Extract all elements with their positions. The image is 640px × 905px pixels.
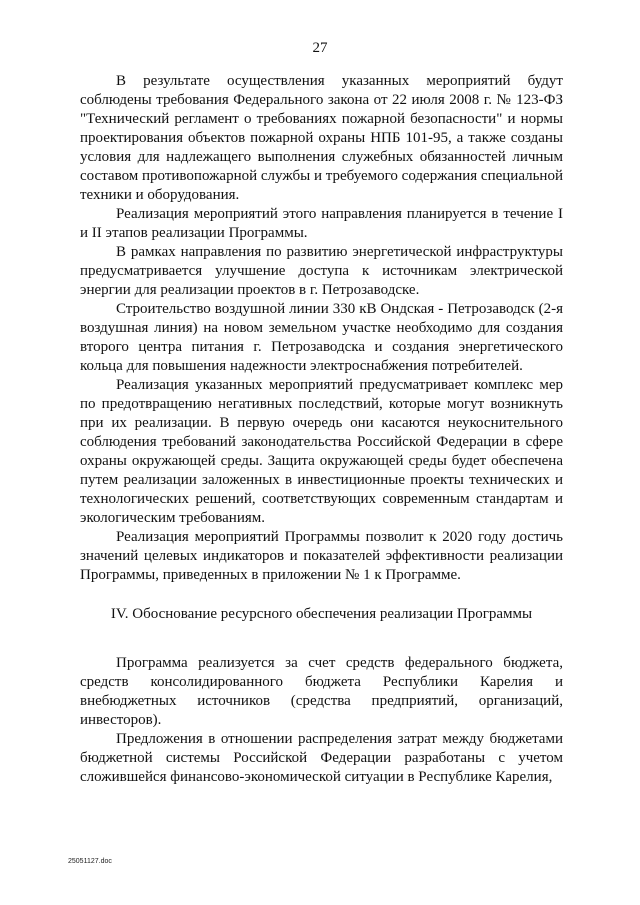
paragraph: Строительство воздушной линии 330 кВ Ондская - Петрозаводск (2-я воздушная линия) на новом земельном участке необходимо для создания второго центра питания г. Петрозаводска и создания энергетического кольца для повышения надежности электроснабжения потребителей. — [80, 301, 563, 374]
paragraph: В результате осуществления указанных мероприятий будут соблюдены требования Федерального закона от 22 июля 2008 г. № 123-ФЗ "Технический регламент о требованиях пожарной безопасности" и нормы проектирования объектов пожарной охраны НПБ 101-95, а также созданы условия для надлежащего выполнения служебных обязанностей личным составом противопожарной службы и требуемого содержания специальной техники и оборудования. — [80, 73, 563, 203]
document-body — [80, 72, 563, 787]
paragraph: Реализация указанных мероприятий предусматривает комплекс мер по предотвращению негативных последствий, которые могут возникнуть при их реализации. В первую очередь они касаются неукоснительного соблюдения требований законодательства Российской Федерации в сфере охраны окружающей среды. Защита окружающей среды будет обеспечена путем реализации заложенных в инвестиционные проекты технических и технологических решений, соответствующих современным стандартам и экологическим требованиям. — [80, 377, 563, 526]
paragraph: Предложения в отношении распределения затрат между бюджетами бюджетной системы Российской Федерации разработаны с учетом сложившейся финансово-экономической ситуации в Республике Карелия, — [80, 731, 563, 785]
paragraph: В рамках направления по развитию энергетической инфраструктуры предусматривается улучшение доступа к источникам электрической энергии для реализации проектов в г. Петрозаводске. — [80, 244, 563, 298]
paragraph: Реализация мероприятий этого направления планируется в течение I и II этапов реализации Программы. — [80, 206, 563, 241]
section-heading: IV. Обоснование ресурсного обеспечения реализации Программы — [110, 606, 533, 622]
paragraph: Реализация мероприятий Программы позволит к 2020 году достичь значений целевых индикаторов и показателей эффективности реализации Программы, приведенных в приложении № 1 к Программе. — [80, 529, 563, 583]
page-number: 27 — [312, 40, 328, 56]
footer-filename: 25051127.doc — [68, 858, 112, 865]
paragraph: Программа реализуется за счет средств федерального бюджета, средств консолидированного бюджета Республики Карелия и внебюджетных источников (средства предприятий, организаций, инвесторов). — [80, 655, 563, 728]
